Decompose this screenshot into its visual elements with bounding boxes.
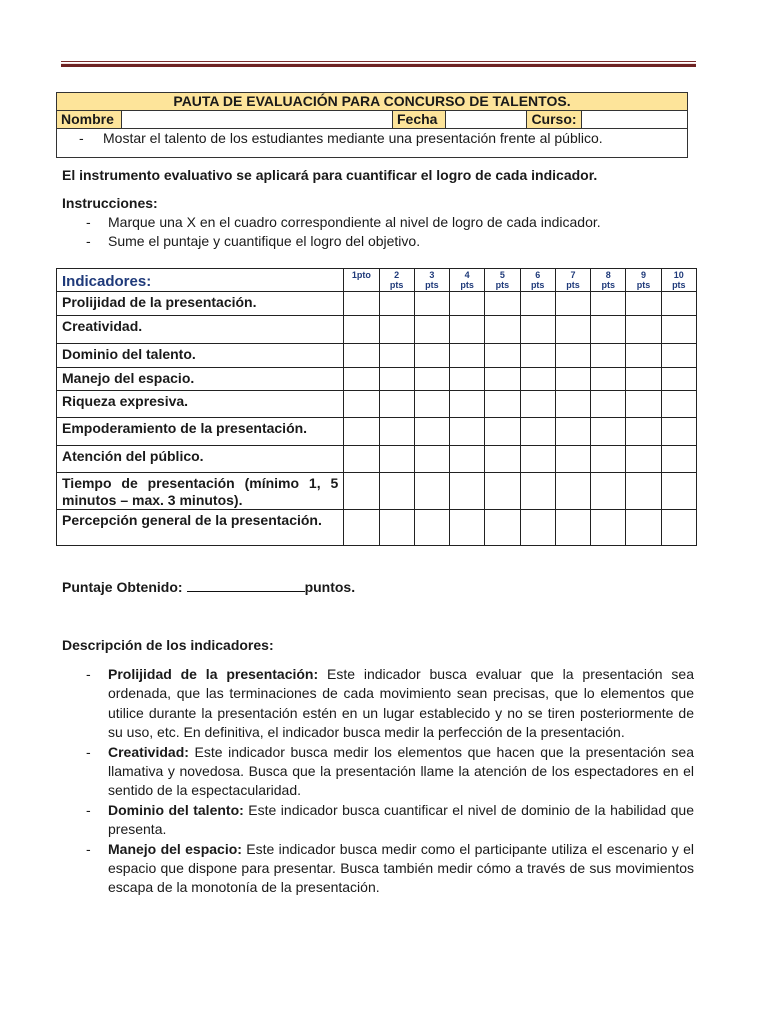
- score-checkbox-cell[interactable]: [520, 473, 555, 510]
- score-value: 8: [605, 270, 611, 280]
- curso-field[interactable]: [582, 111, 688, 129]
- score-checkbox-cell[interactable]: [485, 316, 520, 344]
- score-checkbox-cell[interactable]: [379, 510, 414, 546]
- score-checkbox-cell[interactable]: [450, 391, 485, 418]
- bullet-dash: -: [86, 666, 91, 682]
- score-checkbox-cell[interactable]: [520, 368, 555, 391]
- score-column-header: [555, 269, 590, 292]
- score-column-header: [414, 269, 449, 292]
- score-checkbox-cell[interactable]: [485, 292, 520, 316]
- score-checkbox-cell[interactable]: [555, 446, 590, 473]
- score-checkbox-cell[interactable]: [591, 473, 626, 510]
- score-checkbox-cell[interactable]: [485, 344, 520, 368]
- score-line: [62, 577, 355, 597]
- score-checkbox-cell[interactable]: [450, 292, 485, 316]
- score-checkbox-cell[interactable]: [591, 316, 626, 344]
- score-unit: pts: [636, 280, 651, 290]
- score-checkbox-cell[interactable]: [379, 473, 414, 510]
- score-checkbox-cell[interactable]: [555, 391, 590, 418]
- score-checkbox-cell[interactable]: [414, 368, 449, 391]
- description-item: [86, 801, 694, 840]
- nombre-label: Nombre: [57, 111, 122, 129]
- score-checkbox-cell[interactable]: [414, 473, 449, 510]
- score-checkbox-cell[interactable]: [379, 391, 414, 418]
- score-checkbox-cell[interactable]: [485, 391, 520, 418]
- rubric-row: [57, 292, 697, 316]
- rubric-row: [57, 510, 697, 546]
- score-checkbox-cell[interactable]: [520, 510, 555, 546]
- score-checkbox-cell[interactable]: [344, 418, 379, 446]
- score-column-header: [626, 269, 661, 292]
- score-input[interactable]: [187, 577, 305, 592]
- header-table: [56, 92, 688, 158]
- score-checkbox-cell[interactable]: [591, 391, 626, 418]
- score-checkbox-cell[interactable]: [520, 344, 555, 368]
- score-unit: pts: [566, 280, 580, 290]
- indicator-label: Empoderamiento de la presentación.: [57, 418, 344, 446]
- score-checkbox-cell[interactable]: [485, 446, 520, 473]
- score-unit: pts: [672, 280, 686, 290]
- score-checkbox-cell[interactable]: [344, 316, 379, 344]
- score-checkbox-cell[interactable]: [555, 368, 590, 391]
- score-checkbox-cell[interactable]: [626, 446, 661, 473]
- description-term: Creatividad:: [108, 743, 189, 760]
- score-value: 6: [535, 270, 541, 280]
- nombre-field[interactable]: [122, 111, 393, 129]
- score-checkbox-cell[interactable]: [661, 391, 696, 418]
- score-checkbox-cell[interactable]: [344, 292, 379, 316]
- intro-text: El instrumento evaluativo se aplicará para cuantificar el logro de cada indicador.: [62, 167, 598, 183]
- score-checkbox-cell[interactable]: [520, 391, 555, 418]
- score-checkbox-cell[interactable]: [450, 446, 485, 473]
- bullet-dash: -: [86, 801, 91, 818]
- rubric-table: [56, 268, 697, 546]
- curso-label: Curso:: [527, 111, 582, 129]
- score-column-header: [379, 269, 414, 292]
- score-unit: pts: [460, 280, 474, 290]
- score-checkbox-cell[interactable]: [661, 344, 696, 368]
- instruction-item: - Sume el puntaje y cuantifique el logro del objetivo.: [86, 233, 421, 249]
- score-unit: pts: [495, 280, 510, 290]
- score-unit: pts: [425, 280, 439, 290]
- bullet-dash: -: [86, 840, 91, 857]
- score-checkbox-cell[interactable]: [626, 316, 661, 344]
- description-text: Este indicador busca medir como el participante utiliza el escenario y el espacio que dispone para presentar. Busca también medir cómo a través de sus movimientos escapa de la monotonía de la presentación.: [108, 840, 694, 896]
- score-column-header: [520, 269, 555, 292]
- score-checkbox-cell[interactable]: [520, 446, 555, 473]
- description-term: Manejo del espacio:: [108, 840, 242, 857]
- score-column-header: [450, 269, 485, 292]
- score-checkbox-cell[interactable]: [626, 418, 661, 446]
- score-unit: pts: [530, 280, 545, 290]
- objective-text: Mostar el talento de los estudiantes mediante una presentación frente al público.: [103, 130, 603, 146]
- score-checkbox-cell[interactable]: [626, 391, 661, 418]
- score-checkbox-cell[interactable]: [485, 510, 520, 546]
- description-item: [86, 840, 694, 898]
- score-checkbox-cell[interactable]: [591, 510, 626, 546]
- indicators-header: Indicadores:: [57, 269, 344, 292]
- score-checkbox-cell[interactable]: [555, 316, 590, 344]
- rubric-row: [57, 418, 697, 446]
- score-value: 9: [640, 270, 646, 280]
- score-checkbox-cell[interactable]: [414, 510, 449, 546]
- score-checkbox-cell[interactable]: [591, 368, 626, 391]
- score-checkbox-cell[interactable]: [591, 446, 626, 473]
- description-item: [86, 743, 694, 801]
- rubric-row: [57, 344, 697, 368]
- document-title: PAUTA DE EVALUACIÓN PARA CONCURSO DE TALENTOS.: [57, 93, 688, 111]
- score-checkbox-cell[interactable]: [555, 510, 590, 546]
- description-term: Dominio del talento:: [108, 801, 244, 818]
- description-item: [86, 665, 694, 743]
- rubric-row: [57, 473, 697, 510]
- score-checkbox-cell[interactable]: [661, 292, 696, 316]
- score-checkbox-cell[interactable]: [520, 292, 555, 316]
- score-column-header: [661, 269, 696, 292]
- score-checkbox-cell[interactable]: [379, 368, 414, 391]
- score-column-header: [591, 269, 626, 292]
- instruction-item: - Marque una X en el cuadro correspondiente al nivel de logro de cada indicador.: [86, 214, 601, 230]
- description-term: Prolijidad de la presentación:: [108, 666, 319, 682]
- score-checkbox-cell[interactable]: [626, 510, 661, 546]
- score-checkbox-cell[interactable]: [520, 316, 555, 344]
- fecha-field[interactable]: [446, 111, 527, 129]
- descriptions-list: [86, 665, 694, 898]
- score-checkbox-cell[interactable]: [661, 368, 696, 391]
- score-unit: pts: [601, 280, 615, 290]
- score-unit: pts: [389, 280, 404, 290]
- score-checkbox-cell[interactable]: [344, 344, 379, 368]
- descriptions-title: Descripción de los indicadores:: [62, 637, 274, 653]
- score-checkbox-cell[interactable]: [485, 368, 520, 391]
- score-checkbox-cell[interactable]: [414, 446, 449, 473]
- score-checkbox-cell[interactable]: [591, 292, 626, 316]
- instructions-title: Instrucciones:: [62, 195, 158, 211]
- score-checkbox-cell[interactable]: [661, 446, 696, 473]
- score-checkbox-cell[interactable]: [626, 473, 661, 510]
- score-checkbox-cell[interactable]: [379, 418, 414, 446]
- score-checkbox-cell[interactable]: [485, 473, 520, 510]
- indicator-label: Creatividad.: [57, 316, 344, 344]
- description-text: Este indicador busca evaluar que la presentación sea ordenada, que las terminaciones de cada movimiento sean precisas, que lo elementos que utilice durante la presentación estén en un lugar establecido y no se tiren posteriormente de su uso, etc. En definitiva, el indicador busca medir la perfección de la presentación.: [108, 666, 694, 741]
- description-text: Este indicador busca cuantificar el nivel de dominio de la habilidad que presenta.: [108, 801, 694, 838]
- score-checkbox-cell[interactable]: [520, 418, 555, 446]
- indicator-label: Percepción general de la presentación.: [57, 510, 344, 546]
- score-checkbox-cell[interactable]: [414, 391, 449, 418]
- score-checkbox-cell[interactable]: [344, 446, 379, 473]
- score-checkbox-cell[interactable]: [555, 344, 590, 368]
- score-checkbox-cell[interactable]: [450, 418, 485, 446]
- score-value: 7: [570, 270, 576, 280]
- score-label: Puntaje Obtenido:: [62, 579, 183, 595]
- score-checkbox-cell[interactable]: [661, 510, 696, 546]
- score-checkbox-cell[interactable]: [344, 391, 379, 418]
- score-checkbox-cell[interactable]: [626, 292, 661, 316]
- score-checkbox-cell[interactable]: [379, 344, 414, 368]
- score-value: 10: [673, 270, 684, 280]
- score-checkbox-cell[interactable]: [485, 418, 520, 446]
- score-column-header: [344, 269, 379, 292]
- rubric-row: [57, 391, 697, 418]
- score-checkbox-cell[interactable]: [555, 473, 590, 510]
- score-checkbox-cell[interactable]: [344, 473, 379, 510]
- score-checkbox-cell[interactable]: [591, 418, 626, 446]
- score-checkbox-cell[interactable]: [450, 473, 485, 510]
- score-checkbox-cell[interactable]: [414, 344, 449, 368]
- score-checkbox-cell[interactable]: [414, 418, 449, 446]
- indicator-label: Riqueza expresiva.: [57, 391, 344, 418]
- objective-row: [57, 129, 688, 158]
- score-value: 2: [394, 270, 400, 280]
- score-value: 4: [464, 270, 470, 280]
- score-column-header: [485, 269, 520, 292]
- objective-bullet: -: [79, 130, 84, 146]
- indicator-label: Tiempo de presentación (mínimo 1, 5 minutos – max. 3 minutos).: [57, 473, 344, 510]
- score-checkbox-cell[interactable]: [379, 292, 414, 316]
- score-checkbox-cell[interactable]: [661, 316, 696, 344]
- score-checkbox-cell[interactable]: [450, 316, 485, 344]
- header-rule: [61, 61, 696, 67]
- score-checkbox-cell[interactable]: [379, 446, 414, 473]
- score-checkbox-cell[interactable]: [344, 368, 379, 391]
- score-value: 1pto: [351, 270, 371, 280]
- fecha-label: Fecha: [393, 111, 446, 129]
- score-checkbox-cell[interactable]: [414, 292, 449, 316]
- score-checkbox-cell[interactable]: [555, 292, 590, 316]
- score-checkbox-cell[interactable]: [555, 418, 590, 446]
- score-checkbox-cell[interactable]: [626, 344, 661, 368]
- indicator-label: Atención del público.: [57, 446, 344, 473]
- description-text: Este indicador busca medir los elementos que hacen que la presentación sea llamativa y novedosa. Busca que la presentación llame la atención de los espectadores en el sentido de la espectacularidad.: [108, 743, 694, 799]
- score-value: 5: [499, 270, 505, 280]
- score-checkbox-cell[interactable]: [450, 368, 485, 391]
- indicator-label: Manejo del espacio.: [57, 368, 344, 391]
- score-checkbox-cell[interactable]: [379, 316, 414, 344]
- score-checkbox-cell[interactable]: [344, 510, 379, 546]
- score-checkbox-cell[interactable]: [450, 510, 485, 546]
- score-checkbox-cell[interactable]: [591, 344, 626, 368]
- rubric-row: [57, 316, 697, 344]
- rubric-row: [57, 446, 697, 473]
- indicator-label: Dominio del talento.: [57, 344, 344, 368]
- score-checkbox-cell[interactable]: [414, 316, 449, 344]
- bullet-dash: -: [86, 743, 91, 760]
- rubric-row: [57, 368, 697, 391]
- score-checkbox-cell[interactable]: [661, 418, 696, 446]
- score-checkbox-cell[interactable]: [661, 473, 696, 510]
- indicator-label: Prolijidad de la presentación.: [57, 292, 344, 316]
- score-value: 3: [429, 270, 435, 280]
- score-suffix: puntos.: [304, 579, 356, 595]
- rubric-header-row: [57, 269, 697, 292]
- score-checkbox-cell[interactable]: [450, 344, 485, 368]
- score-checkbox-cell[interactable]: [626, 368, 661, 391]
